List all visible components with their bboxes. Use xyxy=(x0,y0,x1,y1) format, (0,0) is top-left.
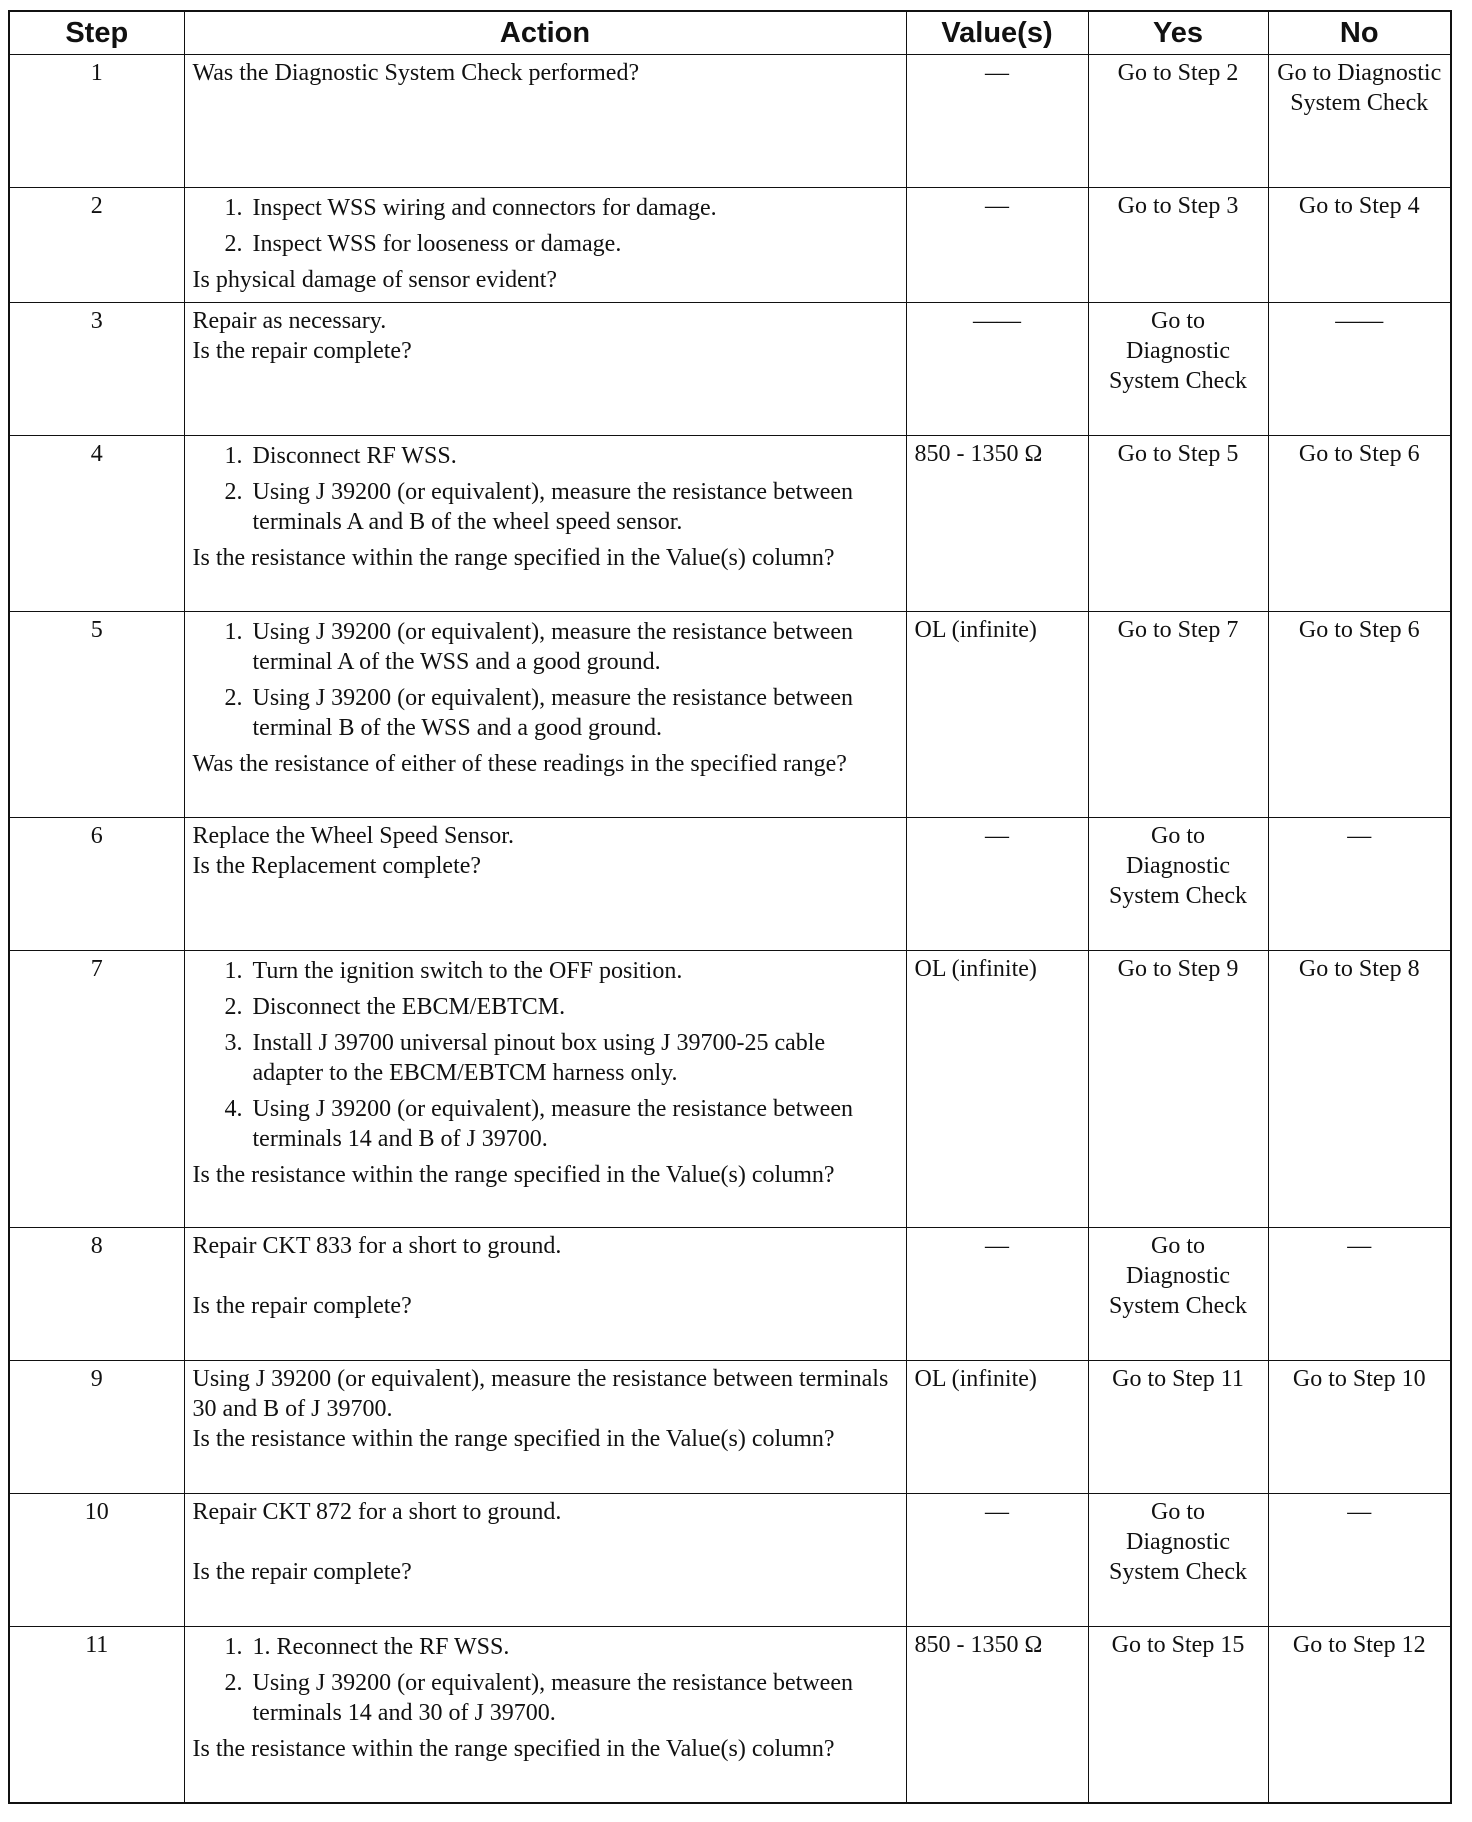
action-cell xyxy=(184,303,906,436)
step-cell: 4 xyxy=(9,436,184,612)
yes-cell: Go to Step 7 xyxy=(1088,612,1268,818)
table-row xyxy=(9,1361,1451,1494)
action-question: Is the repair complete? xyxy=(192,1293,412,1319)
step-cell: 8 xyxy=(9,1228,184,1361)
action-step-item: 1. Inspect WSS wiring and connectors for damage. xyxy=(249,193,898,223)
value-cell: — xyxy=(906,1228,1088,1361)
yes-cell: Go to Diagnostic System Check xyxy=(1088,818,1268,951)
action-cell xyxy=(184,1494,906,1627)
action-question: Is physical damage of sensor evident? xyxy=(192,267,558,293)
action-step-item: 2. Inspect WSS for looseness or damage. xyxy=(249,229,898,259)
action-intro: Using J 39200 (or equivalent), measure the resistance between terminals 30 and B of J 39700. xyxy=(192,1366,889,1422)
action-step-item: 2. Using J 39200 (or equivalent), measure the resistance between terminals A and B of the wheel speed sensor. xyxy=(249,477,898,537)
step-cell: 9 xyxy=(9,1361,184,1494)
yes-cell: Go to Diagnostic System Check xyxy=(1088,1494,1268,1627)
table-row xyxy=(9,612,1451,818)
step-cell: 10 xyxy=(9,1494,184,1627)
table-row xyxy=(9,1228,1451,1361)
table-row xyxy=(9,818,1451,951)
action-steps-list xyxy=(193,956,898,1154)
spacer xyxy=(193,1261,898,1291)
no-cell: Go to Step 6 xyxy=(1268,436,1451,612)
header-yes: Yes xyxy=(1088,11,1268,55)
action-cell xyxy=(184,951,906,1228)
step-cell: 3 xyxy=(9,303,184,436)
action-cell xyxy=(184,1361,906,1494)
action-intro: Repair CKT 833 for a short to ground. xyxy=(192,1233,562,1259)
action-step-item: 2. Disconnect the EBCM/EBTCM. xyxy=(249,992,898,1022)
action-step-item: 2. Using J 39200 (or equivalent), measure the resistance between terminal B of the WSS and a good ground. xyxy=(249,683,898,743)
action-cell xyxy=(184,55,906,188)
yes-cell: Go to Diagnostic System Check xyxy=(1088,303,1268,436)
spacer xyxy=(193,1527,898,1557)
action-question: Is the resistance within the range specified in the Value(s) column? xyxy=(192,1426,835,1452)
table-row xyxy=(9,436,1451,612)
table-row xyxy=(9,188,1451,303)
value-cell: —— xyxy=(906,303,1088,436)
value-cell: — xyxy=(906,1494,1088,1627)
value-cell: 850 - 1350 Ω xyxy=(906,1627,1088,1803)
step-cell: 5 xyxy=(9,612,184,818)
value-cell: — xyxy=(906,818,1088,951)
table-row xyxy=(9,55,1451,188)
action-step-item: 1. Turn the ignition switch to the OFF position. xyxy=(249,956,898,986)
no-cell: — xyxy=(1268,1494,1451,1627)
header-values: Value(s) xyxy=(906,11,1088,55)
action-question: Is the repair complete? xyxy=(192,1559,412,1585)
diagnostic-table xyxy=(8,10,1452,1804)
action-intro: Replace the Wheel Speed Sensor. xyxy=(192,823,514,849)
header-step: Step xyxy=(9,11,184,55)
action-cell xyxy=(184,1627,906,1803)
header-action: Action xyxy=(184,11,906,55)
step-cell: 6 xyxy=(9,818,184,951)
value-cell: OL (infinite) xyxy=(906,951,1088,1228)
no-cell: Go to Step 12 xyxy=(1268,1627,1451,1803)
step-cell: 7 xyxy=(9,951,184,1228)
action-cell xyxy=(184,436,906,612)
no-cell: Go to Step 4 xyxy=(1268,188,1451,303)
action-question: Is the resistance within the range specified in the Value(s) column? xyxy=(192,545,835,571)
table-row xyxy=(9,1494,1451,1627)
yes-cell: Go to Step 9 xyxy=(1088,951,1268,1228)
action-cell xyxy=(184,188,906,303)
action-question: Is the Replacement complete? xyxy=(192,853,482,879)
table-body xyxy=(9,55,1451,1803)
action-cell xyxy=(184,818,906,951)
no-cell: Go to Step 8 xyxy=(1268,951,1451,1228)
action-step-item: 4. Using J 39200 (or equivalent), measure the resistance between terminals 14 and B of J 39700. xyxy=(249,1094,898,1154)
action-steps-list xyxy=(193,617,898,743)
action-steps-list xyxy=(193,441,898,537)
no-cell: Go to Step 10 xyxy=(1268,1361,1451,1494)
value-cell: OL (infinite) xyxy=(906,1361,1088,1494)
action-step-item: 3. Install J 39700 universal pinout box using J 39700-25 cable adapter to the EBCM/EBTCM harness only. xyxy=(249,1028,898,1088)
step-cell: 1 xyxy=(9,55,184,188)
header-no: No xyxy=(1268,11,1451,55)
action-intro: Repair CKT 872 for a short to ground. xyxy=(192,1499,562,1525)
action-step-item: 1. Using J 39200 (or equivalent), measure the resistance between terminal A of the WSS and a good ground. xyxy=(249,617,898,677)
action-cell xyxy=(184,612,906,818)
diagnostic-table-page xyxy=(8,10,1450,1812)
yes-cell: Go to Step 5 xyxy=(1088,436,1268,612)
action-step-item: 2. Using J 39200 (or equivalent), measure the resistance between terminals 14 and 30 of J 39700. xyxy=(249,1668,898,1728)
action-question: Was the resistance of either of these readings in the specified range? xyxy=(192,751,847,777)
no-cell: Go to Diagnostic System Check xyxy=(1268,55,1451,188)
value-cell: — xyxy=(906,55,1088,188)
no-cell: — xyxy=(1268,1228,1451,1361)
step-cell: 2 xyxy=(9,188,184,303)
table-row xyxy=(9,303,1451,436)
action-intro: Was the Diagnostic System Check performed? xyxy=(192,60,640,86)
yes-cell: Go to Step 11 xyxy=(1088,1361,1268,1494)
action-steps-list xyxy=(193,1632,898,1728)
no-cell: Go to Step 6 xyxy=(1268,612,1451,818)
yes-cell: Go to Step 3 xyxy=(1088,188,1268,303)
action-step-item: 1. 1. Reconnect the RF WSS. xyxy=(249,1632,898,1662)
step-cell: 11 xyxy=(9,1627,184,1803)
yes-cell: Go to Step 2 xyxy=(1088,55,1268,188)
action-cell xyxy=(184,1228,906,1361)
table-row xyxy=(9,951,1451,1228)
value-cell: — xyxy=(906,188,1088,303)
no-cell: — xyxy=(1268,818,1451,951)
action-intro: Repair as necessary. xyxy=(192,308,387,334)
action-step-item: 1. Disconnect RF WSS. xyxy=(249,441,898,471)
value-cell: 850 - 1350 Ω xyxy=(906,436,1088,612)
table-header-row xyxy=(9,11,1451,55)
no-cell: —— xyxy=(1268,303,1451,436)
action-question: Is the resistance within the range specified in the Value(s) column? xyxy=(192,1162,835,1188)
table-row xyxy=(9,1627,1451,1803)
value-cell: OL (infinite) xyxy=(906,612,1088,818)
yes-cell: Go to Diagnostic System Check xyxy=(1088,1228,1268,1361)
action-question: Is the repair complete? xyxy=(192,338,412,364)
action-question: Is the resistance within the range specified in the Value(s) column? xyxy=(192,1736,835,1762)
action-steps-list xyxy=(193,193,898,259)
yes-cell: Go to Step 15 xyxy=(1088,1627,1268,1803)
